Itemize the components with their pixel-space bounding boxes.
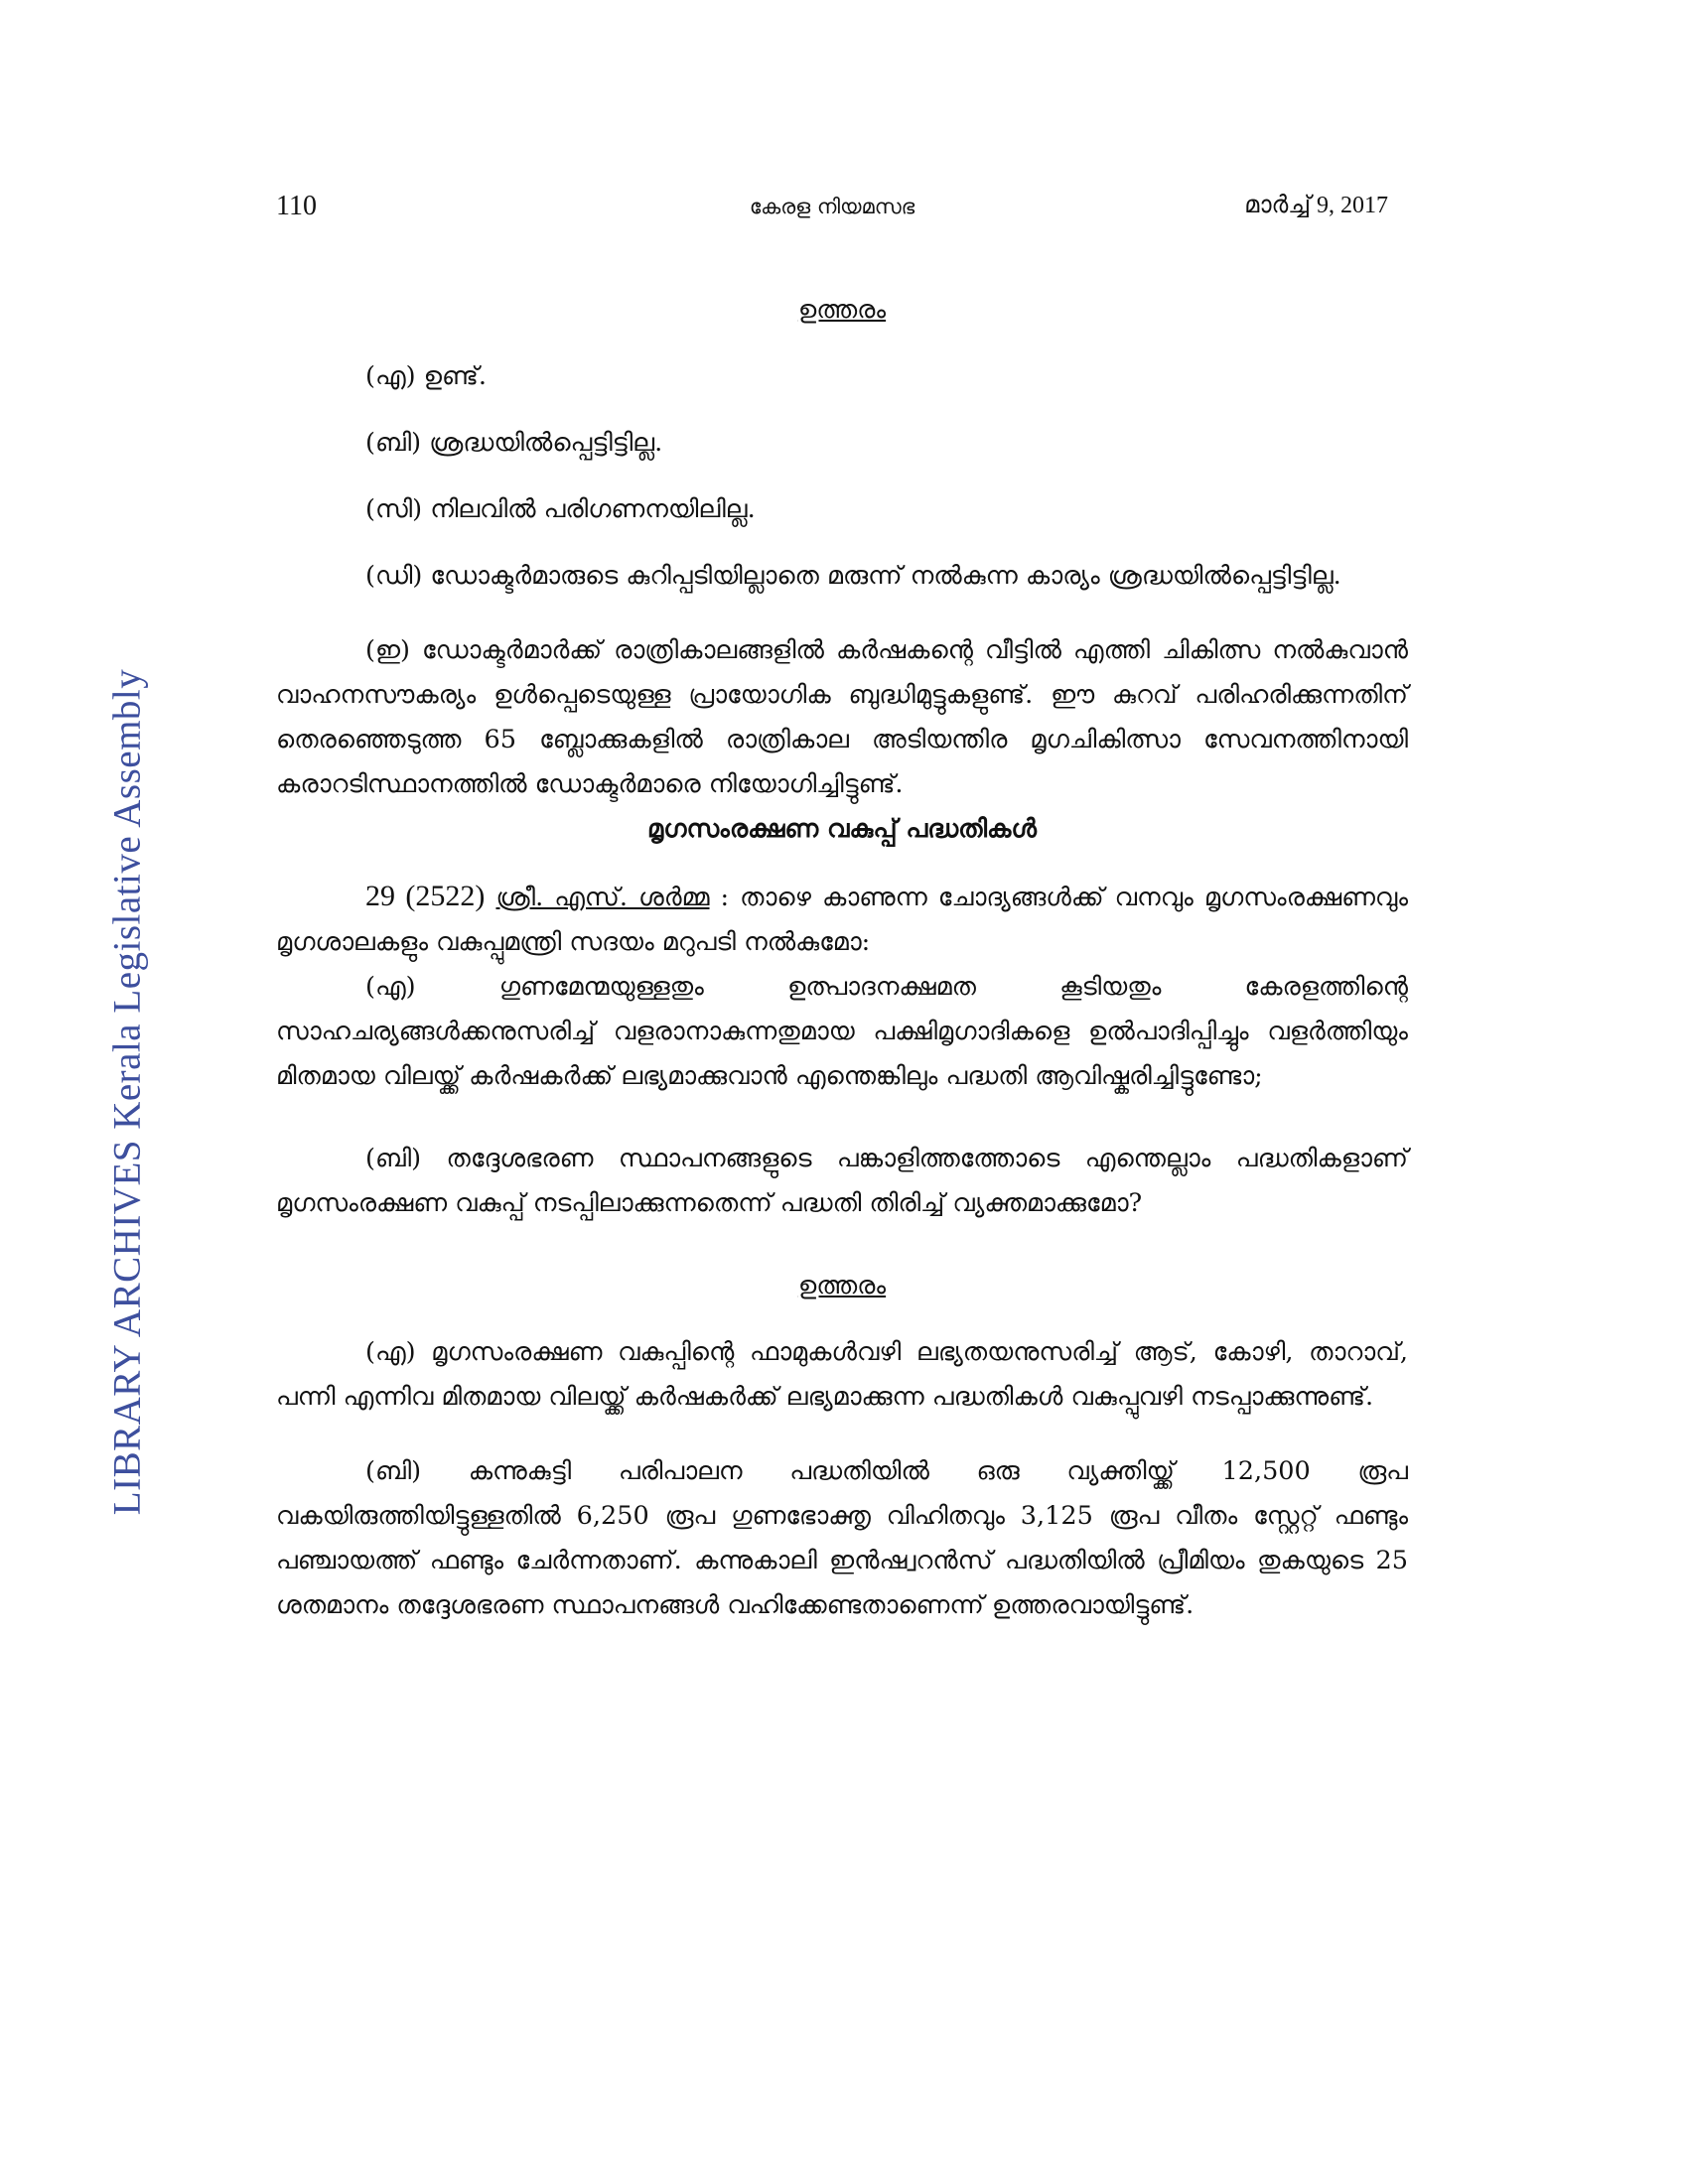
answer-item-e: (ഇ) ഡോക്ടർമാർക്ക് രാത്രികാലങ്ങളിൽ കർഷകന്റെ വീട്ടിൽ എത്തി ചികിത്സ നൽകുവാൻ വാഹനസൗകര്യം ഉൾപ്പെടെയുള്ള പ്രായോഗിക ബുദ്ധിമുട്ടുകളുണ്ട്. ഈ കുറവ് പരിഹരിക്കുന്നതിന് തെരഞ്ഞെടുത്ത 65 ബ്ലോക്കുകളിൽ രാത്രികാല അടിയന്തിര മൃഗചികിത്സാ സേവനത്തിനായി കരാറടിസ്ഥാനത്തിൽ ഡോക്ടർമാരെ നിയോഗിച്ചിട്ടുണ്ട്. xyxy=(276,635,1408,799)
question-intro-text: : താഴെ കാണുന്ന ചോദ്യങ്ങൾക്ക് വനവും മൃഗസംരക്ഷണവും മൃഗശാലകളും വകുപ്പുമന്ത്രി സദയം മറുപടി നൽകുമോ: xyxy=(276,883,1409,957)
answer-heading: ഉത്തരം xyxy=(797,295,887,325)
answer-item-c: (സി) നിലവിൽ പരിഗണനയിലില്ല. xyxy=(365,494,756,524)
assembly-name: കേരള നിയമസഭ xyxy=(749,195,915,218)
page-content xyxy=(276,288,1408,1628)
answer-item-a: (എ) ഉണ്ട്. xyxy=(365,361,487,391)
answer2-item-b: (ബി) കന്നുകുട്ടി പരിപാലന പദ്ധതിയിൽ ഒരു വ്യക്തിയ്ക്ക് 12,500 രൂപ വകയിരുത്തിയിട്ടുള്ളതിൽ 6,250 രൂപ ഗുണഭോക്തൃ വിഹിതവും 3,125 രൂപ വീതം സ്റ്റേറ്റ് ഫണ്ടും പഞ്ചായത്ത് ഫണ്ടും ചേർന്നതാണ്. കന്നുകാലി ഇൻഷ്വറൻസ് പദ്ധതിയിൽ പ്രീമിയം തുകയുടെ 25 ശതമാനം തദ്ദേശഭരണ സ്ഥാപനങ്ങൾ വഹിക്കേണ്ടതാണെന്ന് ഉത്തരവായിട്ടുണ്ട്. xyxy=(276,1456,1408,1620)
answer-heading-2: ഉത്തരം xyxy=(797,1271,887,1300)
answer-item-b: (ബി) ശ്രദ്ധയിൽപ്പെട്ടിട്ടില്ല. xyxy=(365,428,663,458)
answer2-item-a: (എ) മൃഗസംരക്ഷണ വകുപ്പിന്റെ ഫാമുകൾവഴി ലഭ്യതയനുസരിച്ച് ആട്, കോഴി, താറാവ്, പന്നി എന്നിവ മിതമായ വിലയ്ക്ക് കർഷകർക്ക് ലഭ്യമാക്കുന്ന പദ്ധതികൾ വകുപ്പുവഴി നടപ്പാക്കുന്നുണ്ട്. xyxy=(276,1337,1408,1412)
question-item-b: (ബി) തദ്ദേശഭരണ സ്ഥാപനങ്ങളുടെ പങ്കാളിത്തത്തോടെ എന്തെല്ലാം പദ്ധതികളാണ് മൃഗസംരക്ഷണ വകുപ്പ് നടപ്പിലാക്കുന്നതെന്ന് പദ്ധതി തിരിച്ച് വ്യക്തമാക്കുമോ? xyxy=(276,1144,1408,1218)
library-archives-watermark: LIBRARY ARCHIVES Kerala Legislative Assembly xyxy=(105,668,149,1516)
page-header xyxy=(276,191,1388,230)
member-name: ശ്രീ. എസ്. ശർമ്മ xyxy=(495,883,710,912)
answer-item-d: (ഡി) ഡോക്ടർമാരുടെ കുറിപ്പടിയില്ലാതെ മരുന്ന് നൽകുന്ന കാര്യം ശ്രദ്ധയിൽപ്പെട്ടിട്ടില്ല. xyxy=(365,561,1341,591)
section-title: മൃഗസംരക്ഷണ വകുപ്പ് പദ്ധതികൾ xyxy=(647,814,1037,844)
page-number: 110 xyxy=(276,191,317,221)
question-number: 29 (2522) xyxy=(365,880,486,912)
question-item-a: (എ) ഗുണമേന്മയുള്ളതും ഉത്പാദനക്ഷമത കൂടിയതും കേരളത്തിന്റെ സാഹചര്യങ്ങൾക്കനുസരിച്ച് വളരാനാകുന്നതുമായ പക്ഷിമൃഗാദികളെ ഉൽപാദിപ്പിച്ചും വളർത്തിയും മിതമായ വിലയ്ക്ക് കർഷകർക്ക് ലഭ്യമാക്കുവാൻ എന്തെങ്കിലും പദ്ധതി ആവിഷ്കരിച്ചിട്ടുണ്ടോ; xyxy=(276,972,1408,1091)
header-date: മാർച്ച് 9, 2017 xyxy=(1244,193,1388,218)
question-intro xyxy=(276,874,1408,965)
